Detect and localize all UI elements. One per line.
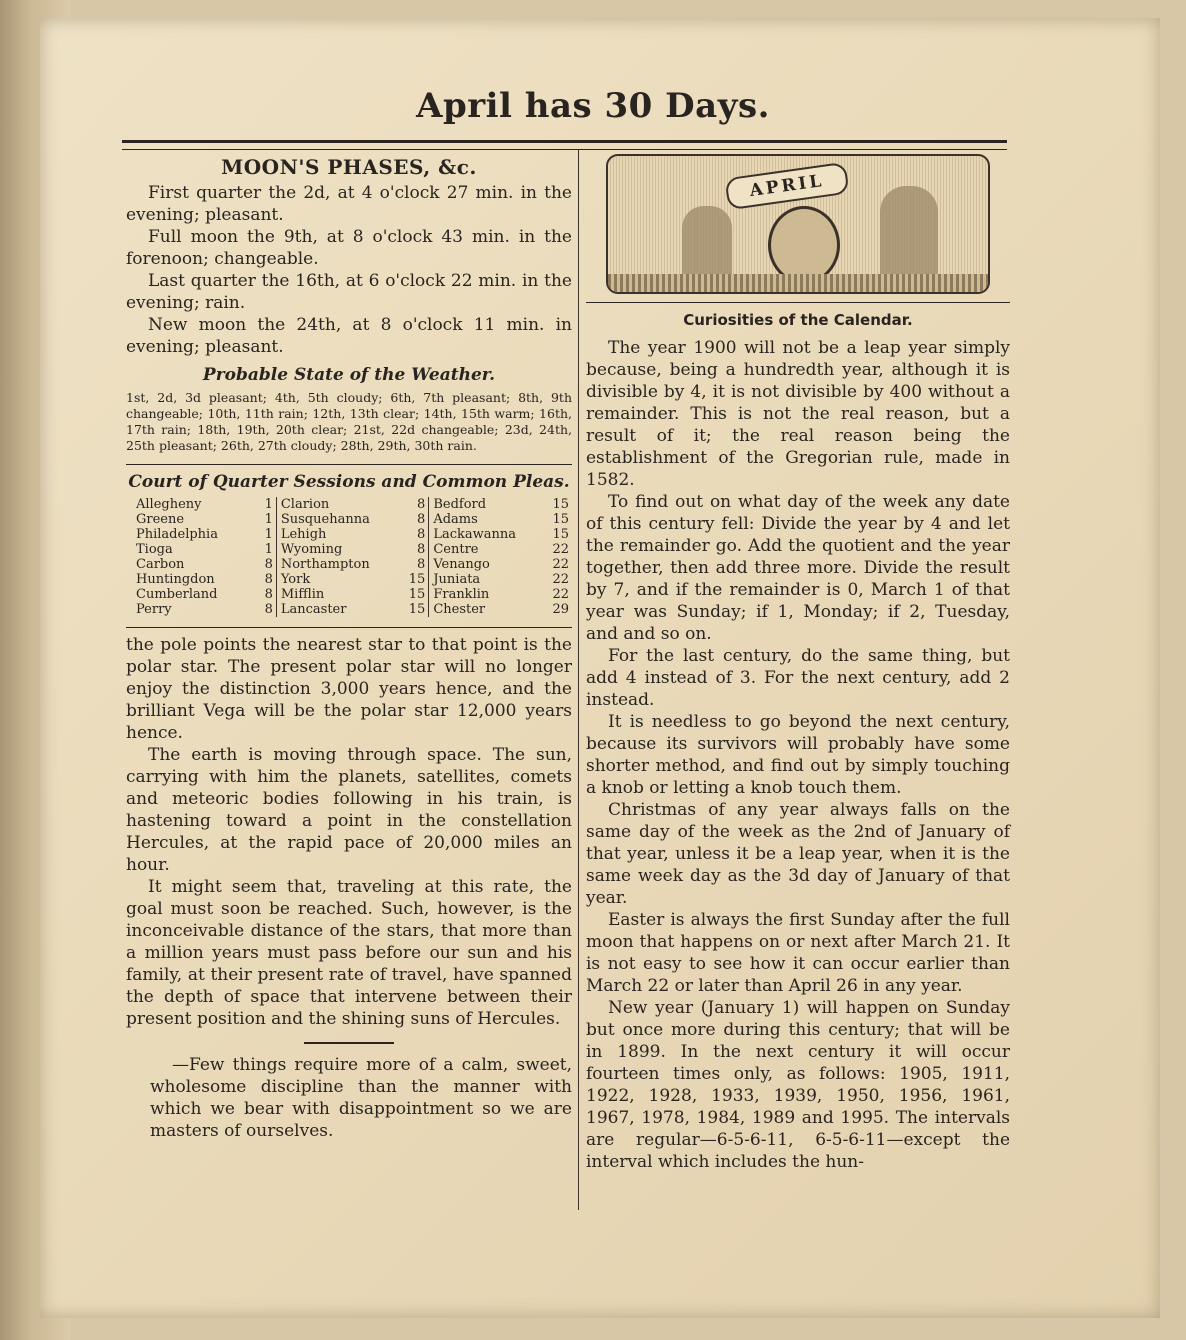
april-vignette-illustration xyxy=(606,154,990,294)
curiosity-paragraph: To find out on what day of the week any date of this century fell: Divide the year by 4 and let the remainder go. Add the quotient and the year together, then add three more. Divide the result by 7, and if the remainder is 0, March 1 of that year was Sunday; if 1, Monday; if 2, Tuesday, and and so on. xyxy=(586,492,1010,644)
county-name: Juniata xyxy=(433,572,481,587)
county-name: Allegheny xyxy=(136,497,202,512)
court-day: 15 xyxy=(407,602,429,617)
county-name: Venango xyxy=(433,557,490,572)
weather-heading: Probable State of the Weather. xyxy=(202,365,496,385)
body-paragraph: The earth is moving through space. The sun, carrying with him the planets, satellites, comets and meteoric bodies following in his train, is hastening toward a point in the constellation Hercules, at the rapid pace of 20,000 miles an hour. xyxy=(126,745,572,875)
right-column xyxy=(586,152,1010,1173)
moon-phases-heading: MOON'S PHASES, &c. xyxy=(221,155,477,179)
court-day: 8 xyxy=(255,572,277,587)
moon-phase-last-quarter: Last quarter the 16th, at 6 o'clock 22 min. in the evening; rain. xyxy=(126,271,572,313)
court-row xyxy=(126,587,572,602)
court-day: 8 xyxy=(407,557,429,572)
court-day: 8 xyxy=(255,587,277,602)
ground-hatch xyxy=(608,274,988,292)
umbrella-child-icon xyxy=(880,186,938,280)
county-name: Wyoming xyxy=(280,542,343,557)
court-day: 1 xyxy=(255,497,277,512)
county-name: Carbon xyxy=(136,557,185,572)
curiosity-paragraph: Christmas of any year always falls on the same day of the week as the 2nd of January of that year, unless it be a leap year, when it is the same week day as the 3d day of January of that year. xyxy=(586,800,1010,908)
court-day: 15 xyxy=(407,587,429,602)
county-name: Lancaster xyxy=(280,602,347,617)
county-name: Philadelphia xyxy=(136,527,218,542)
court-day: 1 xyxy=(255,512,277,527)
title-rule xyxy=(122,140,1007,150)
section-rule xyxy=(126,464,572,465)
court-day: 8 xyxy=(255,602,277,617)
curiosity-paragraph: It is needless to go beyond the next century, because its survivors will probably have some shorter method, and find out by simply touching a knob or letting a knob touch them. xyxy=(586,712,1010,798)
court-row xyxy=(126,557,572,572)
moon-phase-first-quarter: First quarter the 2d, at 4 o'clock 27 min. in the evening; pleasant. xyxy=(126,183,572,225)
child-figure-icon xyxy=(682,206,732,280)
maxim-paragraph: —Few things require more of a calm, sweet, wholesome discipline than the manner with which we bear with disappointment so we are masters of ourselves. xyxy=(150,1055,572,1141)
court-heading: Court of Quarter Sessions and Common Pleas. xyxy=(128,472,570,492)
court-day: 8 xyxy=(255,557,277,572)
court-row xyxy=(126,572,572,587)
curiosity-paragraph: The year 1900 will not be a leap year simply because, being a hundredth year, although it is divisible by 4, it is not divisible by 400 without a remainder. This is not the real reason, but a result of it; the real reason being the establishment of the Gregorian rule, made in 1582. xyxy=(586,338,1010,490)
court-day: 15 xyxy=(552,527,569,542)
county-name: Perry xyxy=(136,602,172,617)
county-name: Cumberland xyxy=(136,587,218,602)
court-table xyxy=(126,497,572,617)
left-column xyxy=(126,152,572,1142)
page-title: April has 30 Days. xyxy=(416,86,770,126)
court-row xyxy=(126,497,572,512)
court-day: 22 xyxy=(552,587,569,602)
court-day: 22 xyxy=(552,557,569,572)
court-row xyxy=(126,602,572,617)
court-day: 22 xyxy=(552,542,569,557)
county-name: Greene xyxy=(136,512,185,527)
court-day: 15 xyxy=(552,497,569,512)
body-paragraph: It might seem that, traveling at this rate, the goal must soon be reached. Such, however, is the inconceivable distance of the stars, that more than a million years must pass before our sun and his family, at their present rate of travel, have spanned the depth of space that intervene between their present position and the shining suns of Hercules. xyxy=(126,877,572,1029)
county-name: Franklin xyxy=(433,587,490,602)
curiosity-paragraph: New year (January 1) will happen on Sunday but once more during this century; that will be in 1899. In the next century it will occur fourteen times only, as follows: 1905, 1911, 1922, 1928, 1933, 1939, 1950, 1956, 1961, 1967, 1978, 1984, 1989 and 1995. The intervals are regular—6-5-6-11, 6-5-6-11—except the interval which includes the hun- xyxy=(586,998,1010,1172)
moon-phase-full-moon: Full moon the 9th, at 8 o'clock 43 min. in the forenoon; changeable. xyxy=(126,227,572,269)
section-rule-2 xyxy=(126,627,572,628)
court-day: 8 xyxy=(407,542,429,557)
county-name: Northampton xyxy=(280,557,370,572)
court-day: 1 xyxy=(255,542,277,557)
court-day: 29 xyxy=(552,602,569,617)
court-day: 1 xyxy=(255,527,277,542)
curiosities-heading: Curiosities of the Calendar. xyxy=(683,311,913,329)
court-row xyxy=(126,512,572,527)
medallion-icon xyxy=(768,206,840,284)
court-day: 8 xyxy=(407,527,429,542)
court-day: 15 xyxy=(407,572,429,587)
april-banner: APRIL xyxy=(724,162,849,211)
moon-phase-new-moon: New moon the 24th, at 8 o'clock 11 min. in evening; pleasant. xyxy=(126,315,572,357)
county-name: Adams xyxy=(433,512,478,527)
court-day: 8 xyxy=(407,497,429,512)
court-day: 22 xyxy=(552,572,569,587)
county-name: Susquehanna xyxy=(280,512,370,527)
county-name: York xyxy=(280,572,311,587)
column-divider xyxy=(578,150,579,1210)
court-row xyxy=(126,527,572,542)
county-name: Clarion xyxy=(280,497,330,512)
county-name: Lehigh xyxy=(280,527,327,542)
county-name: Bedford xyxy=(433,497,487,512)
county-name: Mifflin xyxy=(280,587,325,602)
curiosity-paragraph: Easter is always the first Sunday after the full moon that happens on or next after March 21. It is not easy to see how it can occur earlier than March 22 or later than April 26 in any year. xyxy=(586,910,1010,996)
court-day: 8 xyxy=(407,512,429,527)
vignette-rule xyxy=(586,302,1010,303)
county-name: Lackawanna xyxy=(433,527,516,542)
county-name: Chester xyxy=(433,602,486,617)
county-name: Centre xyxy=(433,542,479,557)
court-day: 15 xyxy=(552,512,569,527)
county-name: Tioga xyxy=(136,542,173,557)
county-name: Huntingdon xyxy=(136,572,215,587)
short-rule xyxy=(304,1042,394,1044)
curiosity-paragraph: For the last century, do the same thing, but add 4 instead of 3. For the next century, add 2 instead. xyxy=(586,646,1010,710)
weather-text: 1st, 2d, 3d pleasant; 4th, 5th cloudy; 6th, 7th pleasant; 8th, 9th changeable; 10th, 11th rain; 12th, 13th clear; 14th, 15th warm; 16th, 17th rain; 18th, 19th, 20th clear; 21st, 22d changeable; 23d, 24th, 25th pleasant; 26th, 27th cloudy; 28th, 29th, 30th rain. xyxy=(126,390,572,453)
body-paragraph: the pole points the nearest star to that point is the polar star. The present polar star will no longer enjoy the distinction 3,000 years hence, and the brilliant Vega will be the polar star 12,000 years hence. xyxy=(126,635,572,743)
court-row xyxy=(126,542,572,557)
